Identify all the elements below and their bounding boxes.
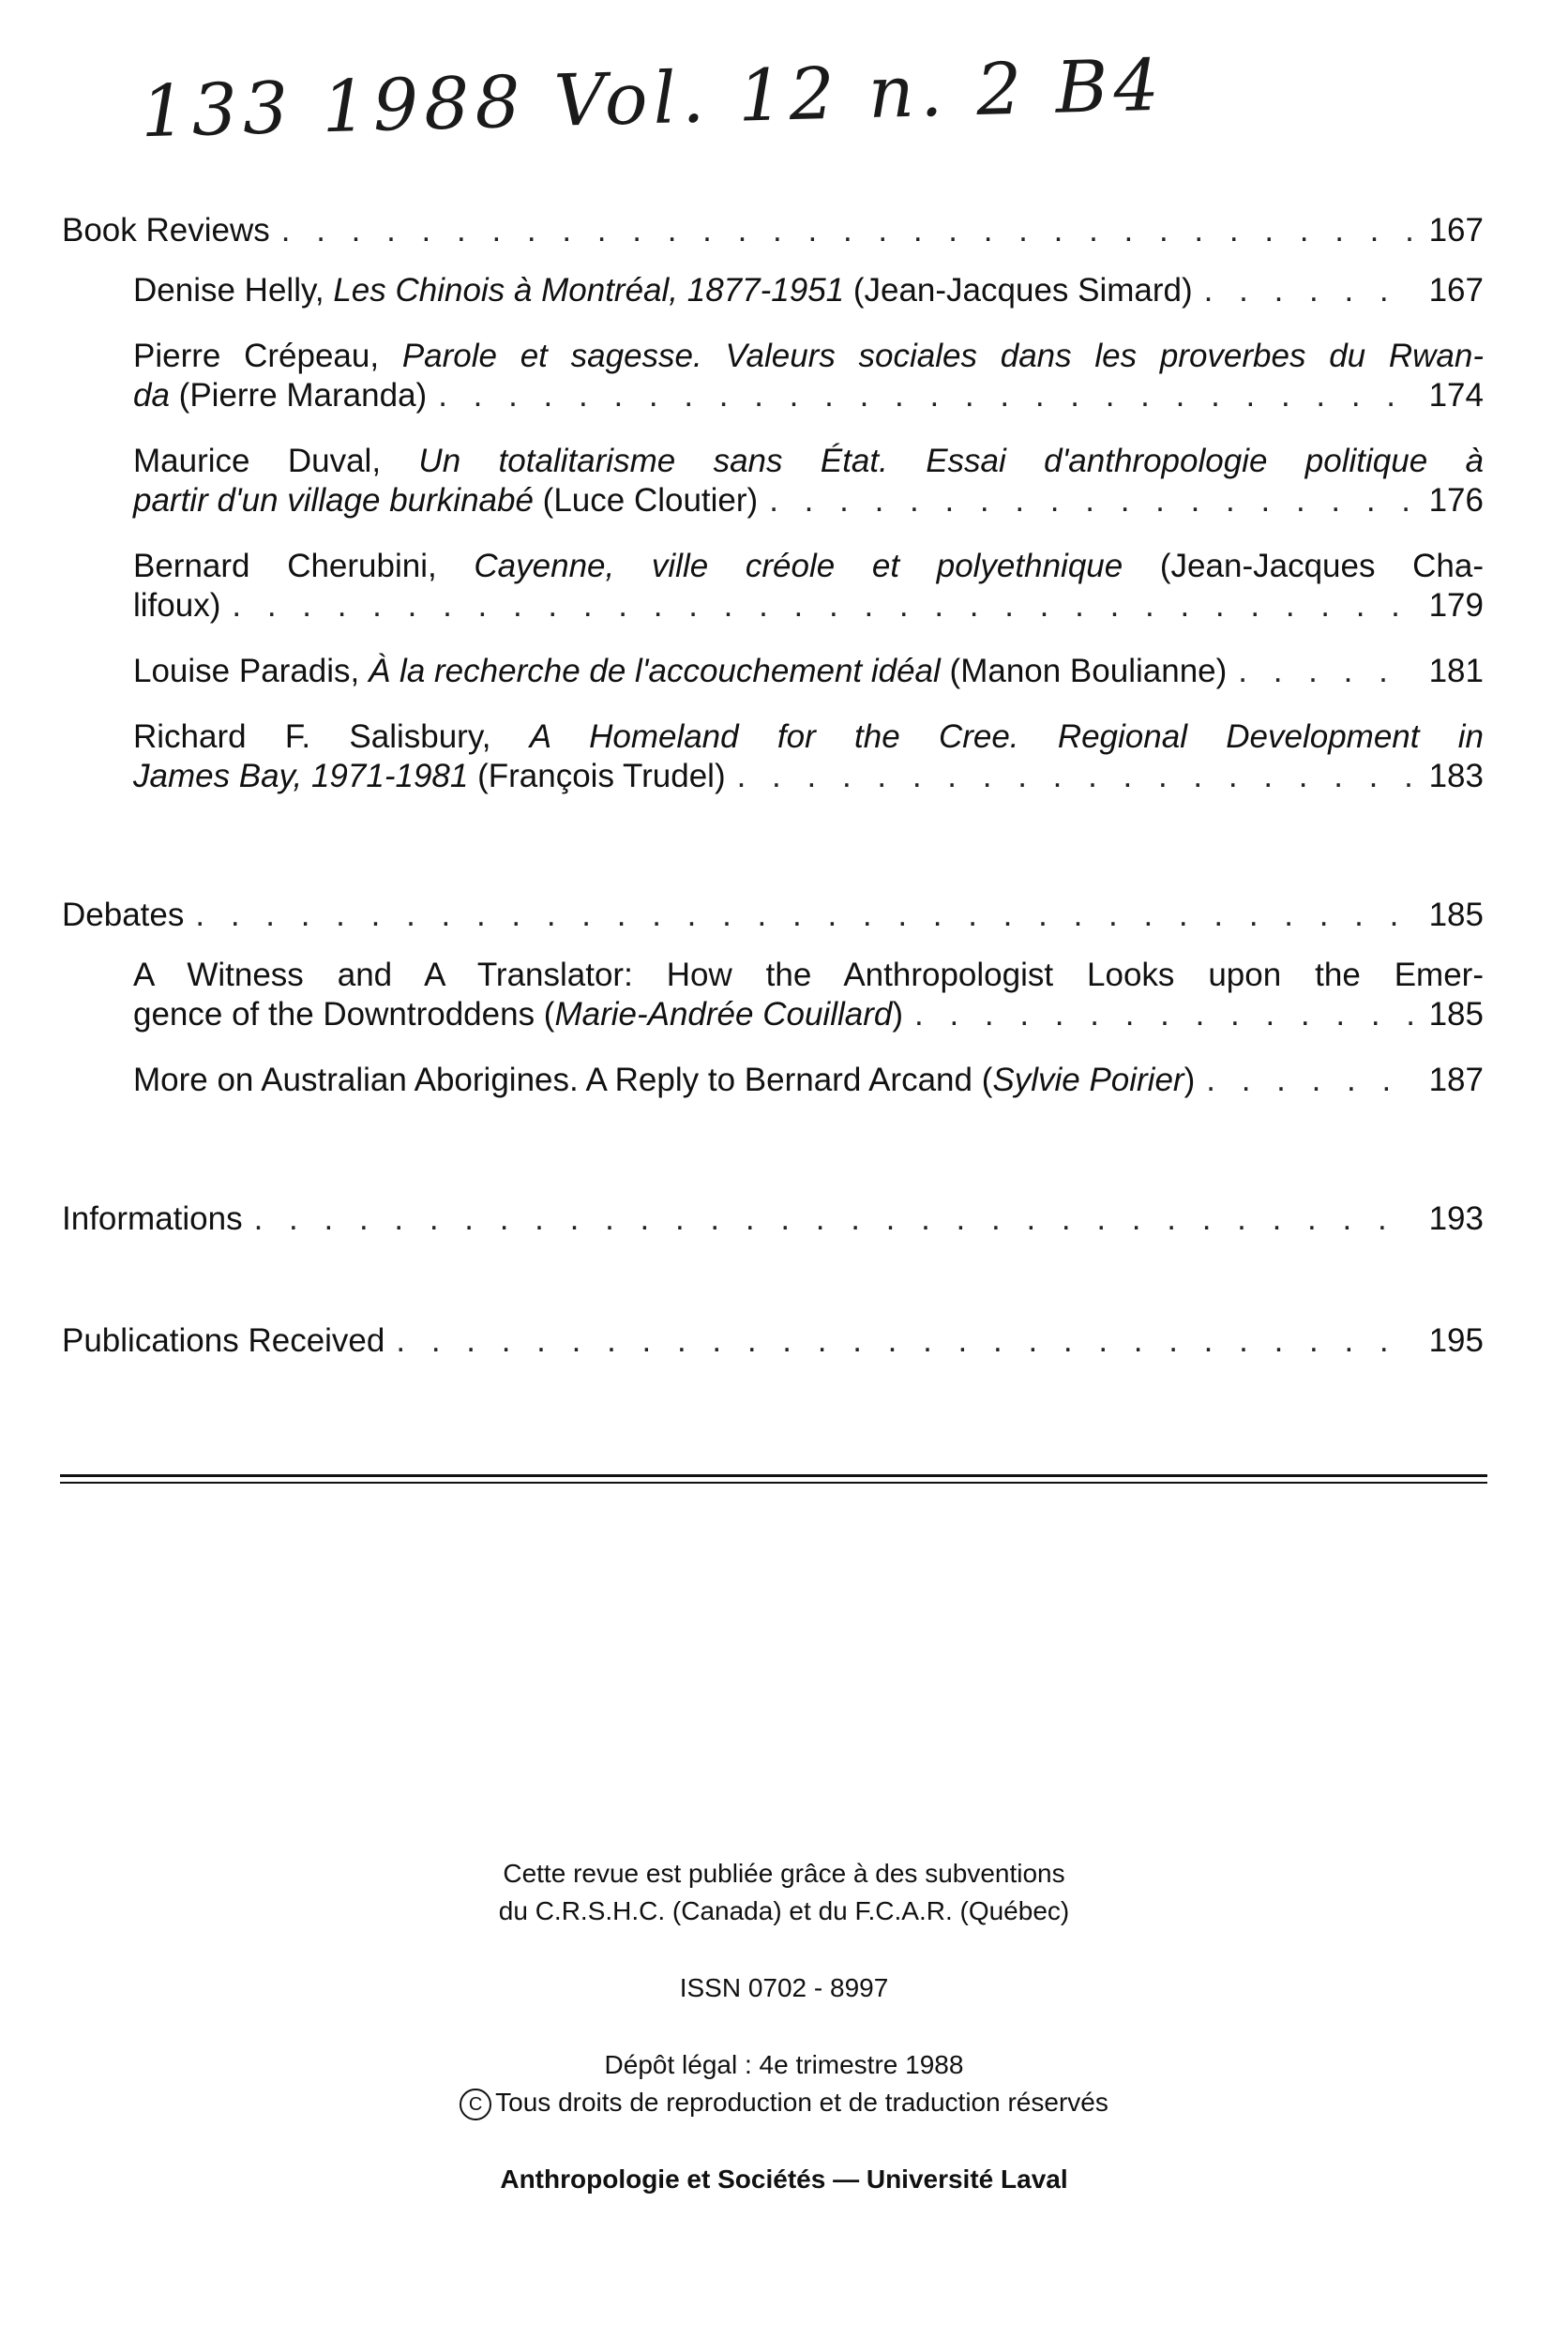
toc-entry bbox=[133, 717, 1484, 796]
toc-entry bbox=[133, 442, 1484, 520]
section-title: Debates bbox=[62, 897, 185, 933]
entry-first-line bbox=[133, 717, 1484, 757]
entry-text-segment: ) bbox=[1184, 1062, 1196, 1098]
entry-page-number: 176 bbox=[1428, 482, 1484, 519]
section-page-number: 185 bbox=[1428, 897, 1484, 933]
entry-page-number: 179 bbox=[1428, 587, 1484, 624]
entry-page-number: 187 bbox=[1428, 1062, 1484, 1098]
toc-entry bbox=[133, 956, 1484, 1034]
table-of-contents bbox=[62, 211, 1484, 1381]
entry-last-text bbox=[133, 995, 903, 1034]
entry-last-text bbox=[133, 271, 1193, 310]
entry-first-line bbox=[133, 442, 1484, 481]
entry-first-line bbox=[133, 956, 1484, 995]
entry-text-segment: À la recherche de l'accouchement idéal bbox=[368, 653, 941, 689]
section-spacer bbox=[62, 1260, 1484, 1321]
entry-page-number: 174 bbox=[1428, 377, 1484, 414]
divider-rule-top bbox=[60, 1474, 1487, 1477]
entry-text-segment: lifoux) bbox=[133, 587, 221, 624]
section-heading-row bbox=[62, 1321, 1484, 1361]
entry-text-segment: partir d'un village burkinabé bbox=[133, 482, 534, 519]
entry-last-text bbox=[133, 652, 1227, 691]
section-page-number: 193 bbox=[1428, 1200, 1484, 1237]
entry-text-segment: A Witness and A Translator: How the Anthropologist Looks upon the Emer- bbox=[133, 957, 1484, 993]
legal-deposit: Dépôt légal : 4e trimestre 1988 bbox=[604, 2050, 964, 2079]
issn: ISSN 0702 - 8997 bbox=[679, 1973, 889, 2002]
entry-text-segment: Maurice Duval, bbox=[133, 443, 419, 479]
entry-text-segment: Bernard Cherubini, bbox=[133, 548, 475, 584]
entry-text-segment: ) bbox=[892, 996, 903, 1033]
dot-leader bbox=[195, 896, 1412, 935]
dot-leader bbox=[254, 1199, 1412, 1239]
entry-last-text bbox=[133, 586, 220, 626]
legal-block bbox=[0, 2046, 1568, 2121]
dot-leader bbox=[281, 211, 1412, 250]
entry-text-segment: gence of the Downtroddens ( bbox=[133, 996, 555, 1033]
entry-text-segment: (Luce Cloutier) bbox=[533, 482, 759, 519]
entry-last-line bbox=[133, 481, 1484, 520]
publisher: Anthropologie et Sociétés — Université Laval bbox=[500, 2165, 1068, 2194]
section-title: Book Reviews bbox=[62, 212, 270, 249]
rights-text: Tous droits de reproduction et de traduction réservés bbox=[495, 2088, 1108, 2117]
section-page-number: 167 bbox=[1428, 212, 1484, 249]
toc-entry bbox=[133, 547, 1484, 626]
entry-text-segment: Cayenne, ville créole et polyethnique bbox=[474, 548, 1123, 584]
section-spacer bbox=[62, 1126, 1484, 1199]
entry-last-line bbox=[133, 271, 1484, 310]
entry-page-number: 185 bbox=[1428, 996, 1484, 1033]
entry-page-number: 181 bbox=[1428, 653, 1484, 689]
dot-leader bbox=[438, 376, 1412, 415]
dot-leader bbox=[396, 1321, 1412, 1361]
entry-text-segment: More on Australian Aborigines. A Reply to Bernard Arcand ( bbox=[133, 1062, 993, 1098]
entry-text-segment: Sylvie Poirier bbox=[992, 1062, 1184, 1098]
toc-entry bbox=[133, 337, 1484, 415]
entry-last-text bbox=[133, 481, 758, 520]
entry-last-line bbox=[133, 652, 1484, 691]
dot-leader bbox=[1206, 1061, 1412, 1100]
section-title: Informations bbox=[62, 1200, 243, 1237]
section-heading-row bbox=[62, 211, 1484, 250]
entry-text-segment: Denise Helly, bbox=[133, 272, 334, 309]
entry-text-segment: (Jean-Jacques Cha- bbox=[1123, 548, 1485, 584]
entry-last-line bbox=[133, 995, 1484, 1034]
copyright-icon: C bbox=[460, 2089, 491, 2120]
entry-text-segment: Louise Paradis, bbox=[133, 653, 369, 689]
entry-last-line bbox=[133, 1061, 1484, 1100]
dot-leader bbox=[914, 995, 1412, 1034]
dot-leader bbox=[232, 586, 1412, 626]
dot-leader bbox=[1238, 652, 1412, 691]
dot-leader bbox=[769, 481, 1412, 520]
entry-text-segment: Parole et sagesse. Valeurs sociales dans les proverbes du Rwan- bbox=[401, 338, 1484, 374]
entry-text-segment: (Jean-Jacques Simard) bbox=[844, 272, 1193, 309]
section-title: Publications Received bbox=[62, 1322, 385, 1359]
entry-last-text bbox=[133, 757, 726, 796]
subsidy-notice bbox=[0, 1855, 1568, 1930]
entry-page-number: 183 bbox=[1428, 758, 1484, 794]
entry-last-line bbox=[133, 586, 1484, 626]
issn-block bbox=[0, 1969, 1568, 2007]
entry-first-line bbox=[133, 547, 1484, 586]
toc-entry bbox=[133, 1061, 1484, 1100]
entry-first-line bbox=[133, 337, 1484, 376]
section-heading-row bbox=[62, 1199, 1484, 1239]
subsidy-line-1: Cette revue est publiée grâce à des subventions bbox=[503, 1859, 1065, 1888]
entry-last-text bbox=[133, 376, 427, 415]
dot-leader bbox=[737, 757, 1412, 796]
entry-page-number: 167 bbox=[1428, 272, 1484, 309]
section-spacer bbox=[62, 822, 1484, 896]
toc-entry bbox=[133, 271, 1484, 310]
entry-text-segment: Marie-Andrée Couillard bbox=[554, 996, 893, 1033]
entry-text-segment: (Manon Boulianne) bbox=[940, 653, 1228, 689]
entry-text-segment: Les Chinois à Montréal, 1877-1951 bbox=[333, 272, 845, 309]
entry-last-line bbox=[133, 757, 1484, 796]
entry-text-segment: A Homeland for the Cree. Regional Development in bbox=[529, 718, 1484, 755]
subsidy-line-2: du C.R.S.H.C. (Canada) et du F.C.A.R. (Québec) bbox=[498, 1896, 1070, 1925]
entry-text-segment: Pierre Crépeau, bbox=[133, 338, 402, 374]
entry-text-segment: Richard F. Salisbury, bbox=[133, 718, 530, 755]
section-heading-row bbox=[62, 896, 1484, 935]
dot-leader bbox=[1204, 271, 1412, 310]
section-page-number: 195 bbox=[1428, 1322, 1484, 1359]
colophon bbox=[0, 1855, 1568, 2198]
entry-last-line bbox=[133, 376, 1484, 415]
entry-last-text bbox=[133, 1061, 1195, 1100]
toc-entry bbox=[133, 652, 1484, 691]
entry-text-segment: (Pierre Maranda) bbox=[169, 377, 428, 414]
entry-text-segment: da bbox=[133, 377, 170, 414]
divider-rule-bottom bbox=[60, 1482, 1487, 1484]
handwritten-call-number: 133 1988 Vol. 12 n. 2 B4 bbox=[140, 42, 1166, 154]
entry-text-segment: (François Trudel) bbox=[468, 758, 726, 794]
entry-text-segment: Un totalitarisme sans État. Essai d'anthropologie politique à bbox=[418, 443, 1484, 479]
entry-text-segment: James Bay, 1971-1981 bbox=[133, 758, 469, 794]
rights-line bbox=[0, 2084, 1568, 2121]
